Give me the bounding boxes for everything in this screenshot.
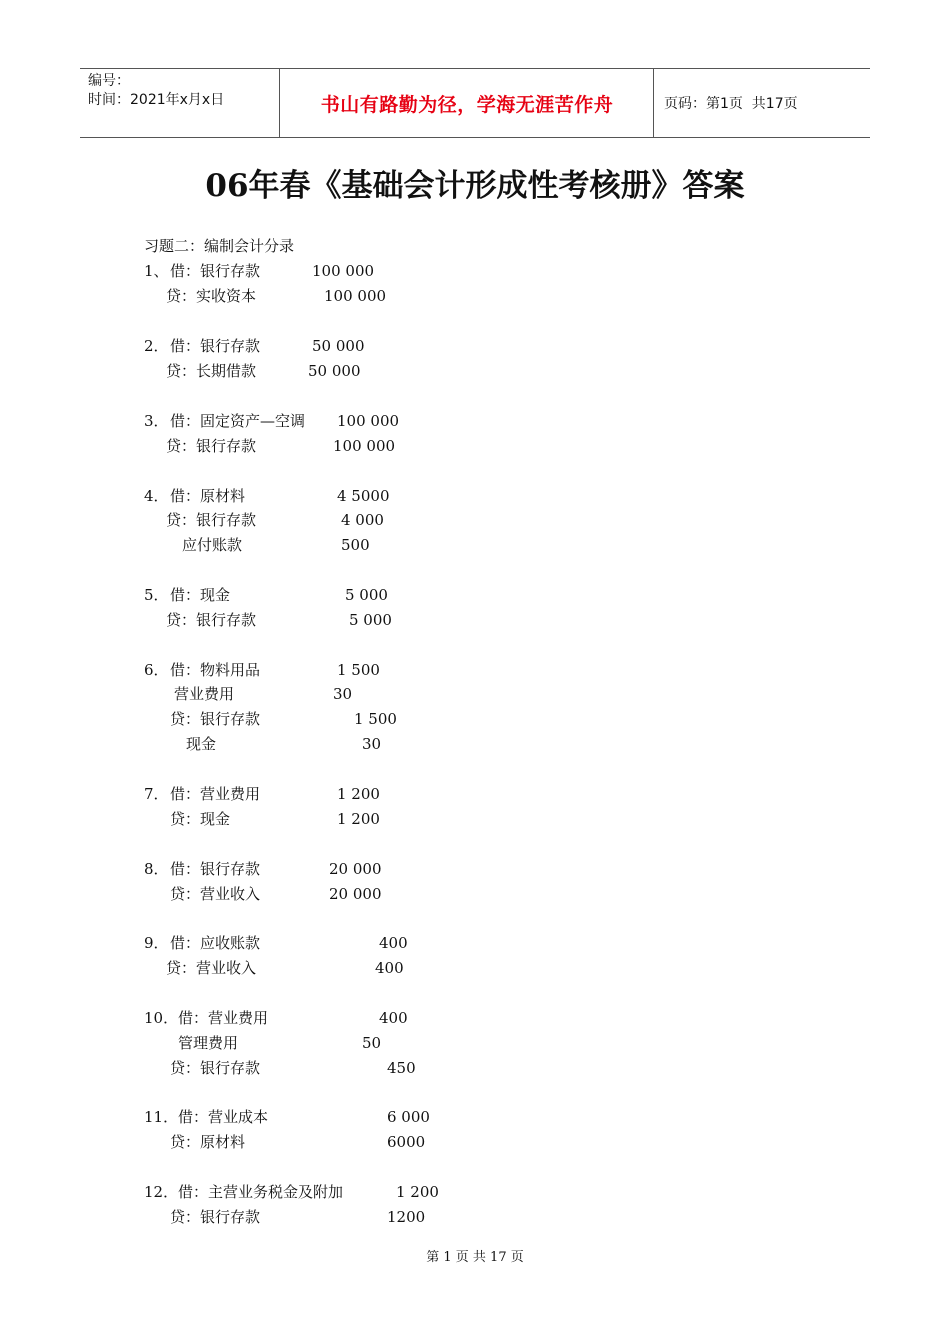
entry-amount: 5 000 <box>349 611 392 629</box>
entry-number: 2． <box>144 337 169 355</box>
header-motto: 书山有路勤为径，学海无涯苦作舟 <box>281 69 654 137</box>
entry-account: 借：物料用品 <box>170 661 261 679</box>
entry-account: 借：营业费用 <box>170 785 261 803</box>
entry-account: 借：原材料 <box>170 487 246 505</box>
entry-amount: 500 <box>341 536 370 554</box>
entry-number: 4． <box>144 487 169 505</box>
entry-amount: 400 <box>375 959 404 977</box>
entry-account: 管理费用 <box>178 1034 239 1052</box>
entry-account: 贷：银行存款 <box>170 1059 261 1077</box>
entry-number: 10． <box>144 1009 179 1027</box>
entry-amount: 400 <box>379 1009 408 1027</box>
entry-account: 借：营业成本 <box>178 1108 269 1126</box>
entry-number: 12． <box>144 1183 179 1201</box>
entry-number: 11． <box>144 1108 179 1126</box>
entry-number: 1、 <box>144 262 169 280</box>
entry-account: 借：现金 <box>170 586 231 604</box>
entry-account: 借：银行存款 <box>170 262 261 280</box>
entry-account: 贷：原材料 <box>170 1133 246 1151</box>
entry-amount: 1 200 <box>337 810 380 828</box>
entry-number: 8． <box>144 860 169 878</box>
time-label: 时间：2021年x月x日 <box>88 92 225 108</box>
entry-amount: 1 200 <box>396 1183 439 1201</box>
page-footer <box>0 1246 950 1265</box>
entry-amount: 100 000 <box>324 287 387 305</box>
entry-number: 9． <box>144 934 169 952</box>
entry-amount: 4 000 <box>341 511 384 529</box>
entry-account: 借：银行存款 <box>170 337 261 355</box>
entry-account: 贷：实收资本 <box>166 287 257 305</box>
entry-amount: 1 200 <box>337 785 380 803</box>
entry-account: 贷：银行存款 <box>170 710 261 728</box>
entry-amount: 20 000 <box>329 885 382 903</box>
entry-number: 6． <box>144 661 169 679</box>
entry-amount: 50 000 <box>308 362 361 380</box>
entry-account: 现金 <box>186 735 217 753</box>
number-label: 编号： <box>88 73 130 89</box>
entry-amount: 100 000 <box>312 262 375 280</box>
entry-amount: 4 5000 <box>337 487 390 505</box>
entry-amount: 1 500 <box>354 710 397 728</box>
entry-amount: 20 000 <box>329 860 382 878</box>
footer-page-number: 第 1 页 共 17 页 <box>426 1250 524 1265</box>
entry-number: 7． <box>144 785 169 803</box>
entry-amount: 6000 <box>387 1133 426 1151</box>
entry-account: 借：固定资产—空调 <box>170 412 306 430</box>
entry-account: 借：银行存款 <box>170 860 261 878</box>
entry-account: 贷：银行存款 <box>170 1208 261 1226</box>
entry-account: 借：营业费用 <box>178 1009 269 1027</box>
entry-number: 5． <box>144 586 169 604</box>
entry-account: 借：主营业务税金及附加 <box>178 1183 344 1201</box>
entry-account: 贷：银行存款 <box>166 511 257 529</box>
entry-amount: 1200 <box>387 1208 426 1226</box>
page-code: 页码：第1页 共17页 <box>664 96 798 112</box>
entry-amount: 50 000 <box>312 337 365 355</box>
entry-number: 3． <box>144 412 169 430</box>
entry-amount: 400 <box>379 934 408 952</box>
entry-amount: 30 <box>362 735 382 753</box>
entry-account: 营业费用 <box>174 685 235 703</box>
entry-amount: 1 500 <box>337 661 380 679</box>
entry-amount: 6 000 <box>387 1108 430 1126</box>
entry-amount: 5 000 <box>345 586 388 604</box>
entry-account: 贷：营业收入 <box>166 959 257 977</box>
entry-amount: 50 <box>362 1034 382 1052</box>
section-heading: 习题二：编制会计分录 <box>144 237 295 255</box>
entry-account: 贷：长期借款 <box>166 362 257 380</box>
entry-amount: 30 <box>333 685 353 703</box>
page-title: 06年春《基础会计形成性考核册》答案 <box>205 168 745 204</box>
entry-account: 贷：银行存款 <box>166 437 257 455</box>
entry-account: 贷：营业收入 <box>170 885 261 903</box>
entry-account: 应付账款 <box>182 536 243 554</box>
entry-amount: 100 000 <box>333 437 396 455</box>
entry-amount: 450 <box>387 1059 416 1077</box>
entry-amount: 100 000 <box>337 412 400 430</box>
entry-account: 贷：银行存款 <box>166 611 257 629</box>
entry-account: 借：应收账款 <box>170 934 261 952</box>
entry-account: 贷：现金 <box>170 810 231 828</box>
